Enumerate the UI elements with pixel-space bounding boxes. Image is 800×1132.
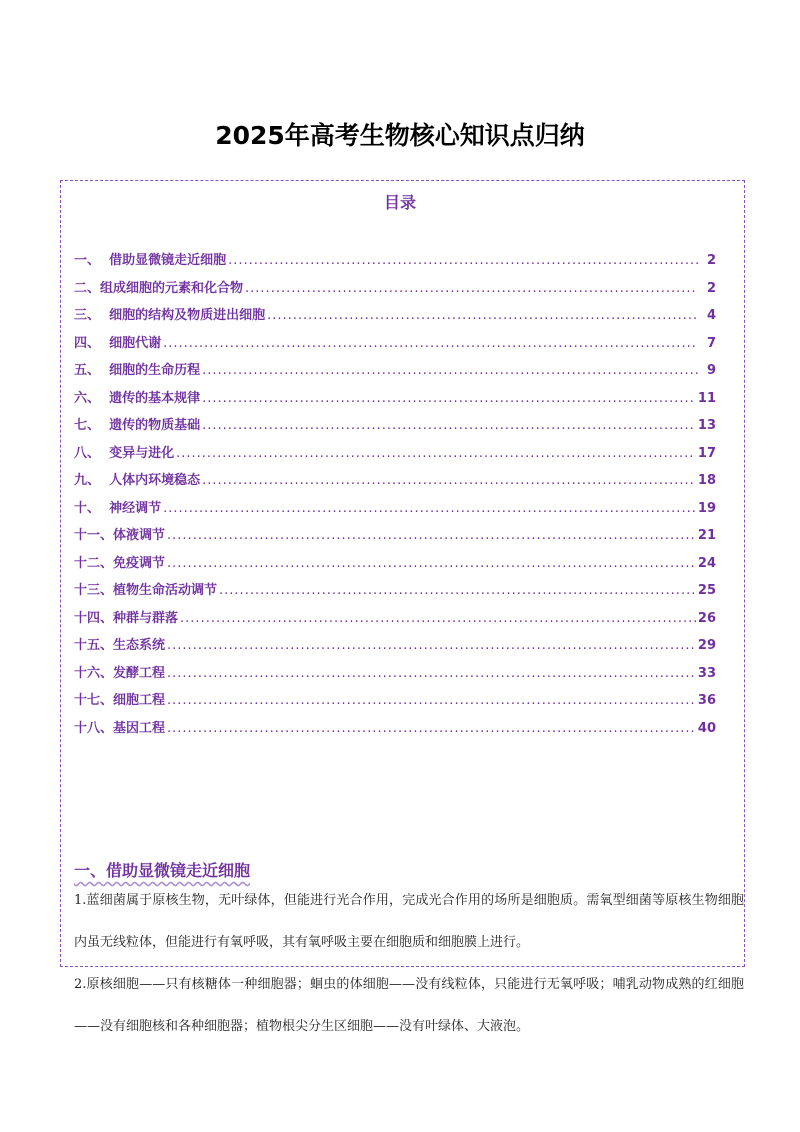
toc-leader-dots <box>202 467 696 495</box>
toc-entry[interactable] <box>74 660 716 688</box>
toc-entry[interactable] <box>74 577 716 605</box>
toc-label: 人体内环境稳态 <box>109 473 201 488</box>
toc-entry[interactable] <box>74 550 716 578</box>
toc-leader-dots <box>163 330 698 358</box>
toc-page-number: 2 <box>706 280 716 296</box>
toc-number: 十六、 <box>74 665 114 681</box>
toc-label: 神经调节 <box>109 500 162 516</box>
toc-leader-dots <box>180 605 696 633</box>
toc-number: 十七、 <box>74 693 114 708</box>
toc-leader-dots <box>219 577 696 605</box>
toc-entry[interactable] <box>74 412 716 440</box>
toc-label: 基因工程 <box>113 720 166 736</box>
toc-page-number: 21 <box>697 528 716 543</box>
toc-label: 变异与进化 <box>109 445 175 461</box>
toc-entry[interactable] <box>74 495 716 523</box>
toc-number: 十、 <box>74 500 110 516</box>
toc-number: 一、 <box>74 253 110 268</box>
toc-label: 免疫调节 <box>113 555 166 571</box>
toc-label: 植物生命活动调节 <box>113 583 218 598</box>
toc-leader-dots <box>167 687 696 715</box>
toc-page-number: 18 <box>697 473 716 488</box>
toc-leader-dots <box>176 440 696 468</box>
toc-label: 遗传的物质基础 <box>109 418 201 433</box>
toc-entry[interactable] <box>74 687 716 715</box>
toc-label: 种群与群落 <box>113 610 179 626</box>
page-title: 2025年高考生物核心知识点归纳 <box>215 121 585 150</box>
toc-entry[interactable] <box>74 467 716 495</box>
toc-leader-dots <box>167 660 696 688</box>
toc-page-number: 29 <box>697 638 716 653</box>
toc-number: 十二、 <box>74 555 114 571</box>
toc-page-number: 26 <box>697 610 716 626</box>
toc-number: 三、 <box>74 308 110 323</box>
toc-leader-dots <box>167 550 696 578</box>
toc-entry[interactable] <box>74 522 716 550</box>
toc-number: 八、 <box>74 445 110 461</box>
toc-page-number: 9 <box>706 363 716 378</box>
toc-label: 组成细胞的元素和化合物 <box>100 280 244 296</box>
toc-number: 十八、 <box>74 720 114 736</box>
body-paragraph: 2.原核细胞——只有核糖体一种细胞器；蛔虫的体细胞——没有线粒体，只能进行无氧呼吸；哺乳动物成熟的红细胞——没有细胞核和各种细胞器；植物根尖分生区细胞——没有叶绿体、大液泡。 <box>74 977 744 1034</box>
toc-page-number: 25 <box>697 583 716 598</box>
toc-label: 体液调节 <box>113 528 166 543</box>
toc-label: 细胞代谢 <box>109 335 162 351</box>
toc-number: 五、 <box>74 363 110 378</box>
toc-leader-dots <box>167 522 696 550</box>
toc-number: 七、 <box>74 418 110 433</box>
toc-page-number: 7 <box>706 335 716 351</box>
toc-number: 九、 <box>74 473 110 488</box>
toc-leader-dots <box>167 632 696 660</box>
toc-entry[interactable] <box>74 632 716 660</box>
toc-page-number: 17 <box>697 445 716 461</box>
toc-entry[interactable] <box>74 385 716 413</box>
section-heading: 一、借助显微镜走近细胞 <box>74 861 251 880</box>
toc-page-number: 2 <box>706 253 716 268</box>
toc-leader-dots <box>202 412 696 440</box>
toc-heading: 目录 <box>383 193 416 212</box>
toc-entry[interactable] <box>74 330 716 358</box>
toc-label: 细胞工程 <box>113 693 166 708</box>
toc-leader-dots <box>163 495 696 523</box>
toc-entry[interactable] <box>74 247 716 275</box>
toc-leader-dots <box>202 357 698 385</box>
toc-leader-dots <box>267 302 698 330</box>
toc-number: 二、 <box>74 280 101 296</box>
toc-page-number: 33 <box>697 665 716 681</box>
toc-entry[interactable] <box>74 357 716 385</box>
toc-label: 遗传的基本规律 <box>109 390 201 406</box>
toc-entry[interactable] <box>74 605 716 633</box>
toc-page-number: 24 <box>697 555 716 571</box>
toc-leader-dots <box>228 247 698 275</box>
toc-page-number: 13 <box>697 418 716 433</box>
toc-page-number: 40 <box>697 720 716 736</box>
toc-number: 十三、 <box>74 583 114 598</box>
toc-page-number: 4 <box>706 308 716 323</box>
toc-number: 十一、 <box>74 528 114 543</box>
toc-page-number: 19 <box>697 500 716 516</box>
body-paragraph: 1.蓝细菌属于原核生物，无叶绿体，但能进行光合作用，完成光合作用的场所是细胞质。需氧型细菌等原核生物细胞内虽无线粒体，但能进行有氧呼吸，其有氧呼吸主要在细胞质和细胞膜上进行。 <box>74 893 744 950</box>
toc-number: 十四、 <box>74 610 114 626</box>
toc-leader-dots <box>202 385 696 413</box>
toc-number: 六、 <box>74 390 110 406</box>
toc-label: 生态系统 <box>113 638 166 653</box>
toc-entry[interactable] <box>74 275 716 303</box>
toc-label: 发酵工程 <box>113 665 166 681</box>
toc-label: 细胞的生命历程 <box>109 363 201 378</box>
toc-number: 十五、 <box>74 638 114 653</box>
toc-entry[interactable] <box>74 302 716 330</box>
toc-entry[interactable] <box>74 715 716 743</box>
toc-page-number: 36 <box>697 693 716 708</box>
toc-label: 细胞的结构及物质进出细胞 <box>109 308 266 323</box>
toc-leader-dots <box>245 275 698 303</box>
toc-number: 四、 <box>74 335 110 351</box>
toc-page-number: 11 <box>697 390 716 406</box>
toc-entry[interactable] <box>74 440 716 468</box>
toc-list <box>74 247 716 742</box>
toc-label: 借助显微镜走近细胞 <box>109 253 227 268</box>
toc-leader-dots <box>167 715 696 743</box>
